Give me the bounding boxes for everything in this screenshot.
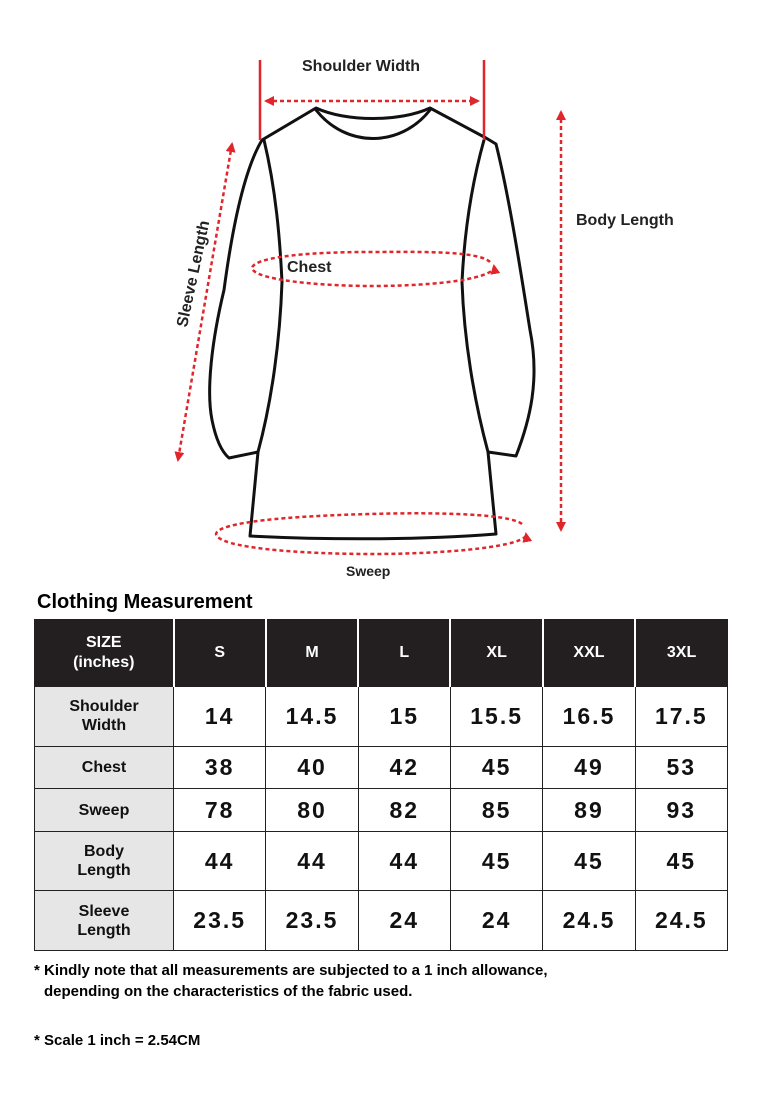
table-cell: 40 xyxy=(266,746,358,789)
table-cell: 44 xyxy=(174,831,266,891)
row-label-shoulder-width xyxy=(35,687,174,747)
table-cell: 49 xyxy=(543,746,635,789)
table-cell: 45 xyxy=(450,831,542,891)
row-label-line1: Sweep xyxy=(78,801,130,819)
size-column-header: XL xyxy=(450,620,542,687)
table-row xyxy=(35,891,728,951)
table-cell: 14 xyxy=(174,687,266,747)
size-column-header: 3XL xyxy=(635,620,727,687)
chest-label: Chest xyxy=(287,259,332,276)
table-cell: 45 xyxy=(450,746,542,789)
table-cell: 24.5 xyxy=(635,891,727,951)
table-cell: 85 xyxy=(450,789,542,832)
table-cell: 45 xyxy=(543,831,635,891)
row-label-line1: Chest xyxy=(81,758,127,776)
row-label-line1: Shoulder xyxy=(69,698,139,716)
row-label-chest xyxy=(35,746,174,789)
scale-note: * Scale 1 inch = 2.54CM xyxy=(34,1032,201,1049)
row-label-line2: Width xyxy=(81,717,127,735)
dress-body-outline xyxy=(210,108,534,539)
table-cell: 15.5 xyxy=(450,687,542,747)
row-label-sleeve-length xyxy=(35,891,174,951)
table-cell: 44 xyxy=(358,831,450,891)
table-cell: 38 xyxy=(174,746,266,789)
size-column-header: XXL xyxy=(543,620,635,687)
table-cell: 42 xyxy=(358,746,450,789)
table-cell: 82 xyxy=(358,789,450,832)
table-row xyxy=(35,789,728,832)
table-header-row xyxy=(35,620,728,687)
table-title: Clothing Measurement xyxy=(37,591,253,613)
row-label-line1: Body xyxy=(84,843,124,861)
size-corner-header xyxy=(35,620,174,687)
table-cell: 24 xyxy=(358,891,450,951)
right-armhole-seam xyxy=(462,140,488,452)
table-cell: 17.5 xyxy=(635,687,727,747)
size-header-line2: (inches) xyxy=(73,654,135,671)
table-cell: 78 xyxy=(174,789,266,832)
table-cell: 23.5 xyxy=(174,891,266,951)
allowance-note xyxy=(34,960,734,1002)
table-cell: 15 xyxy=(358,687,450,747)
allowance-note-line2: depending on the characteristics of the fabric used. xyxy=(44,983,413,1000)
row-label-line1: Sleeve xyxy=(78,902,130,920)
body-length-label: Body Length xyxy=(576,212,674,229)
table-cell: 24 xyxy=(450,891,542,951)
row-label-line2: Length xyxy=(77,862,131,880)
table-cell: 45 xyxy=(635,831,727,891)
row-label-sweep xyxy=(35,789,174,832)
table-cell: 80 xyxy=(266,789,358,832)
dress-outline xyxy=(210,108,534,539)
size-header-line1: SIZE xyxy=(85,634,122,651)
table-row xyxy=(35,746,728,789)
sleeve-length-label: Sleeve Length xyxy=(174,219,214,329)
table-row xyxy=(35,831,728,891)
left-armhole-seam xyxy=(258,140,282,452)
table-row xyxy=(35,687,728,747)
sweep-measure-loop xyxy=(216,513,526,554)
table-cell: 14.5 xyxy=(266,687,358,747)
sweep-label: Sweep xyxy=(346,563,391,579)
table-cell: 44 xyxy=(266,831,358,891)
table-cell: 24.5 xyxy=(543,891,635,951)
table-cell: 53 xyxy=(635,746,727,789)
shoulder-width-label: Shoulder Width xyxy=(302,58,421,75)
row-label-line2: Length xyxy=(77,921,131,939)
size-column-header: S xyxy=(174,620,266,687)
allowance-note-line1: * Kindly note that all measurements are subjected to a 1 inch allowance, xyxy=(34,962,548,979)
size-column-header: M xyxy=(266,620,358,687)
table-cell: 23.5 xyxy=(266,891,358,951)
size-chart-table xyxy=(34,619,728,951)
table-cell: 16.5 xyxy=(543,687,635,747)
table-cell: 93 xyxy=(635,789,727,832)
table-cell: 89 xyxy=(543,789,635,832)
size-column-header: L xyxy=(358,620,450,687)
row-label-body-length xyxy=(35,831,174,891)
